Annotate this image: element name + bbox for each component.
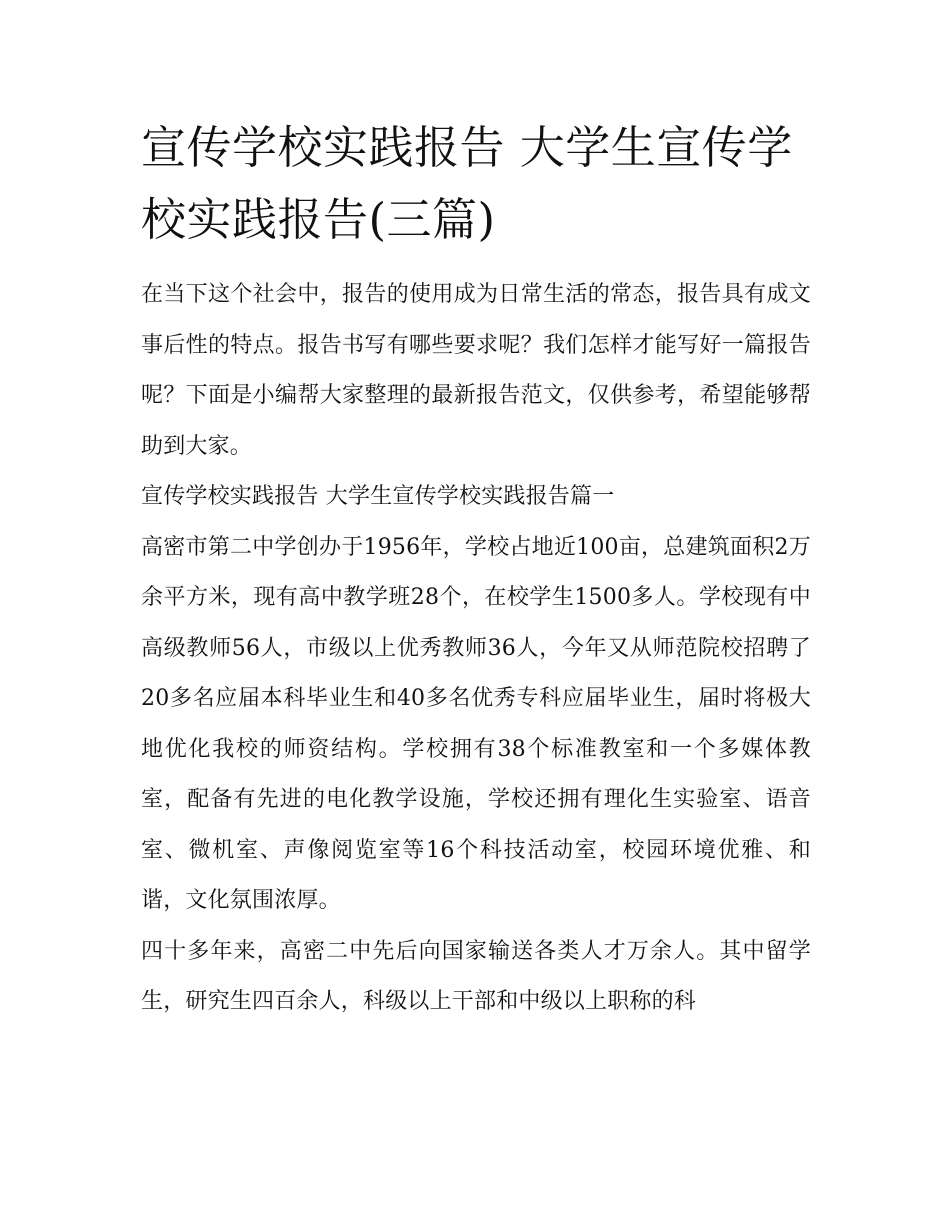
document-page <box>141 112 811 1028</box>
school-overview-paragraph: 高密市第二中学创办于1956年，学校占地近100亩，总建筑面积2万余平方米，现有高中教学班28个，在校学生1500多人。学校现有中高级教师56人，市级以上优秀教师36人，今年又从师范院校招聘了20多名应届本科毕业生和40多名优秀专科应届毕业生，届时将极大地优化我校的师资结构。学校拥有38个标准教室和一个多媒体教室，配备有先进的电化教学设施，学校还拥有理化生实验室、语音室、微机室、声像阅览室等16个科技活动室，校园环境优雅、和谐，文化氛围浓厚。 <box>141 534 811 913</box>
section-heading: 宣传学校实践报告 大学生宣传学校实践报告篇一 <box>141 484 615 509</box>
history-paragraph: 四十多年来，高密二中先后向国家输送各类人才万余人。其中留学生，研究生四百余人，科级以上干部和中级以上职称的科 <box>141 938 811 1014</box>
document-title: 宣传学校实践报告 大学生宣传学校实践报告(三篇) <box>141 121 793 246</box>
intro-paragraph: 在当下这个社会中，报告的使用成为日常生活的常态，报告具有成文事后性的特点。报告书写有哪些要求呢？我们怎样才能写好一篇报告呢？下面是小编帮大家整理的最新报告范文，仅供参考，希望能够帮助到大家。 <box>141 282 811 459</box>
